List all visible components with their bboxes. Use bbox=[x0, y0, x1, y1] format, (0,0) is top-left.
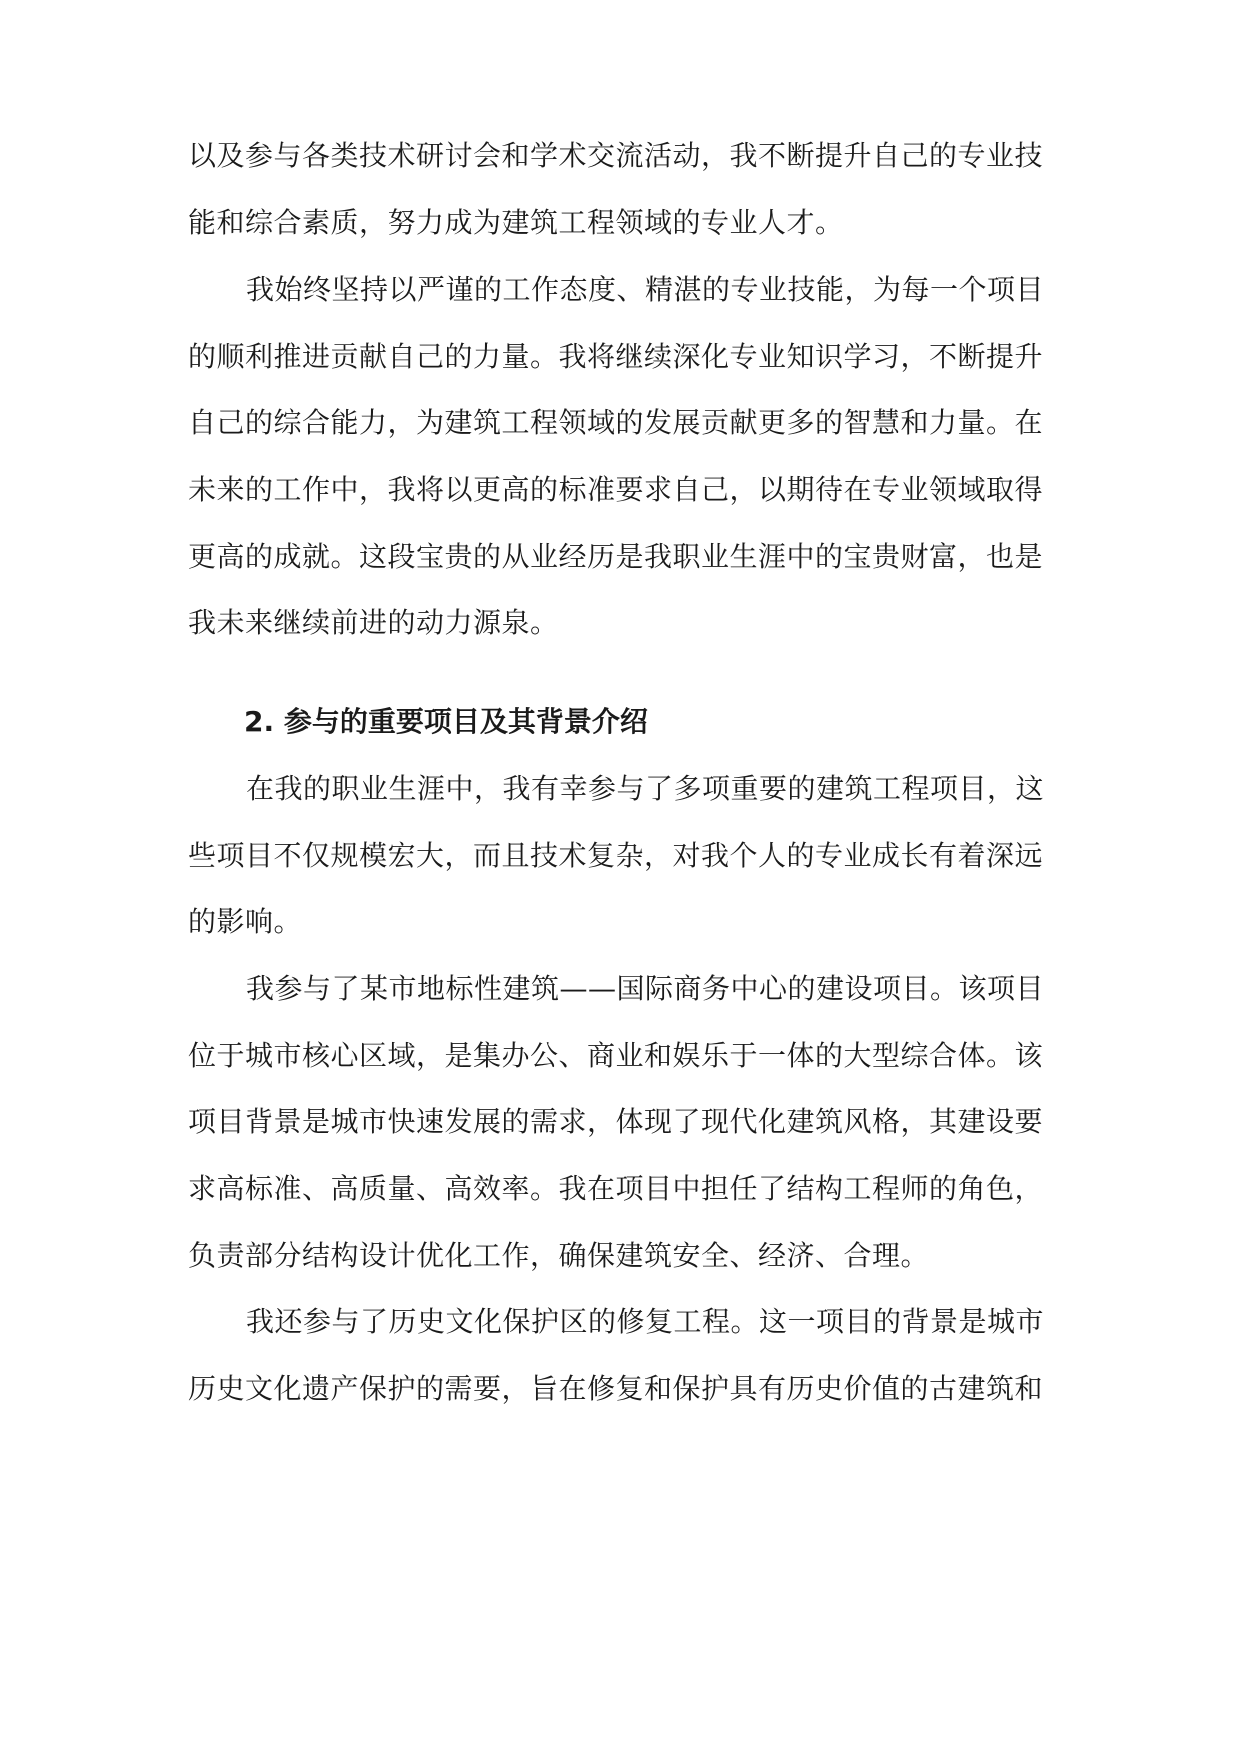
section-heading: 2. 参与的重要项目及其背景介绍 bbox=[244, 705, 648, 738]
paragraph-line: 更高的成就。这段宝贵的从业经历是我职业生涯中的宝贵财富，也是 bbox=[188, 540, 1044, 573]
paragraph-line: 负责部分结构设计优化工作，确保建筑安全、经济、合理。 bbox=[188, 1239, 930, 1272]
paragraph-line: 我还参与了历史文化保护区的修复工程。这一项目的背景是城市 bbox=[246, 1305, 1045, 1338]
paragraph-line: 以及参与各类技术研讨会和学术交流活动，我不断提升自己的专业技 bbox=[188, 139, 1044, 172]
paragraph-line: 求高标准、高质量、高效率。我在项目中担任了结构工程师的角色， bbox=[188, 1172, 1044, 1205]
paragraph-line: 我未来继续前进的动力源泉。 bbox=[188, 606, 559, 639]
paragraph-line: 我始终坚持以严谨的工作态度、精湛的专业技能，为每一个项目 bbox=[246, 273, 1045, 306]
paragraph-line: 的影响。 bbox=[188, 905, 303, 938]
paragraph-line: 历史文化遗产保护的需要，旨在修复和保护具有历史价值的古建筑和 bbox=[188, 1372, 1044, 1405]
paragraph-line: 些项目不仅规模宏大，而且技术复杂，对我个人的专业成长有着深远 bbox=[188, 839, 1044, 872]
paragraph-line: 自己的综合能力，为建筑工程领域的发展贡献更多的智慧和力量。在 bbox=[188, 406, 1044, 439]
paragraph-line: 我参与了某市地标性建筑——国际商务中心的建设项目。该项目 bbox=[246, 972, 1045, 1005]
paragraph-line: 的顺利推进贡献自己的力量。我将继续深化专业知识学习，不断提升 bbox=[188, 340, 1044, 373]
paragraph-line: 位于城市核心区域，是集办公、商业和娱乐于一体的大型综合体。该 bbox=[188, 1039, 1044, 1072]
paragraph-line: 未来的工作中，我将以更高的标准要求自己，以期待在专业领域取得 bbox=[188, 473, 1044, 506]
paragraph-line: 能和综合素质，努力成为建筑工程领域的专业人才。 bbox=[188, 206, 844, 239]
paragraph-line: 在我的职业生涯中，我有幸参与了多项重要的建筑工程项目，这 bbox=[246, 772, 1045, 805]
paragraph-line: 项目背景是城市快速发展的需求，体现了现代化建筑风格，其建设要 bbox=[188, 1105, 1044, 1138]
